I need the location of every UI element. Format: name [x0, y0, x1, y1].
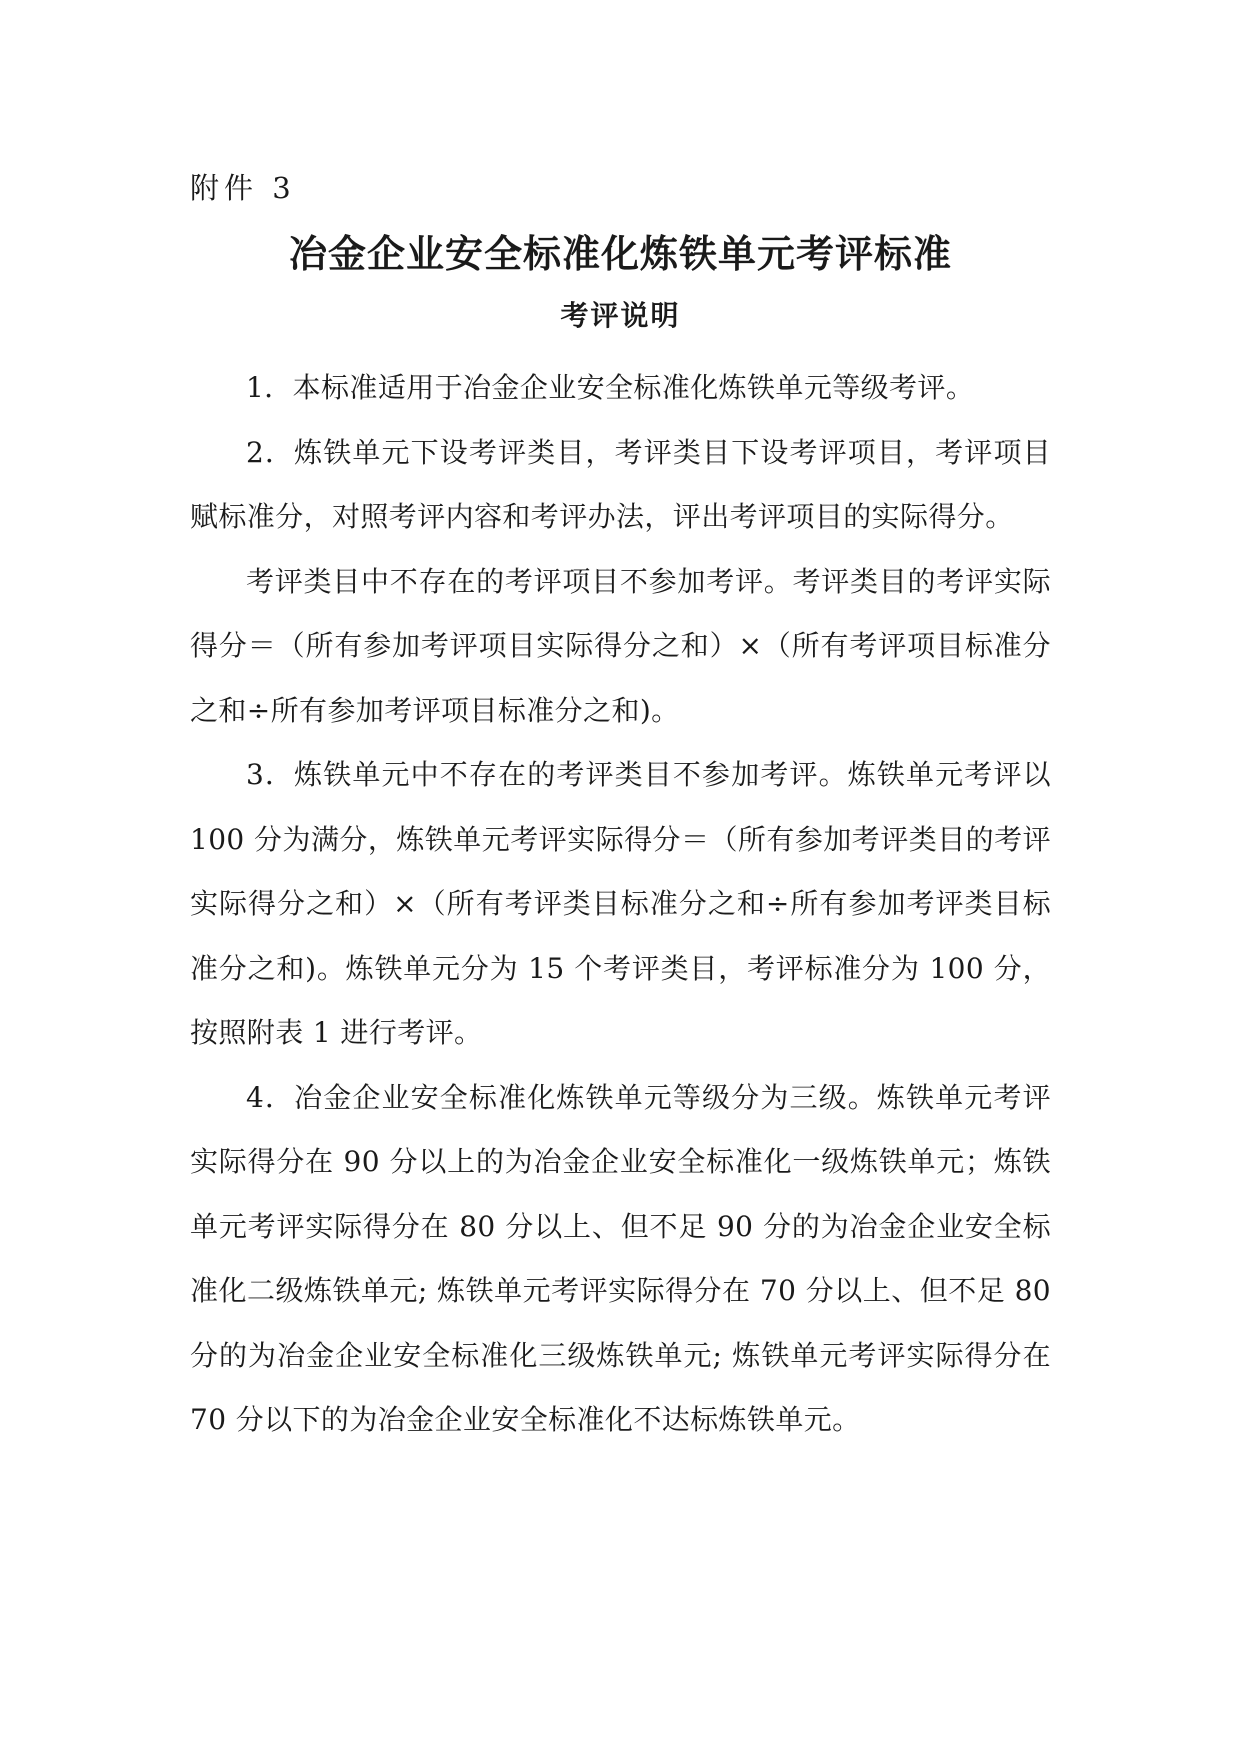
paragraph-2: 2．炼铁单元下设考评类目，考评类目下设考评项目，考评项目赋标准分，对照考评内容和考评办法，评出考评项目的实际得分。 — [190, 435, 1051, 533]
paragraph-5: 4．冶金企业安全标准化炼铁单元等级分为三级。炼铁单元考评实际得分在 90 分以上的为冶金企业安全标准化一级炼铁单元；炼铁单元考评实际得分在 80 分以上、但不足 90 分的为冶金企业安全标准化二级炼铁单元; 炼铁单元考评实际得分在 70 分以上、但不足 80 分的为冶金企业安全标准化三级炼铁单元; 炼铁单元考评实际得分在 70 分以下的为冶金企业安全标准化不达标炼铁单元。 — [190, 1080, 1051, 1436]
paragraph-4: 3．炼铁单元中不存在的考评类目不参加考评。炼铁单元考评以 100 分为满分，炼铁单元考评实际得分＝（所有参加考评类目的考评实际得分之和）×（所有考评类目标准分之和÷所有参加考评类目标准分之和)。炼铁单元分为 15 个考评类目，考评标准分为 100 分，按照附表 1 进行考评。 — [190, 758, 1051, 1049]
section-heading: 考评说明 — [560, 299, 681, 332]
attachment-label: 附件 3 — [190, 171, 296, 205]
paragraph-3: 考评类目中不存在的考评项目不参加考评。考评类目的考评实际得分＝（所有参加考评项目实际得分之和）×（所有考评项目标准分之和÷所有参加考评项目标准分之和)。 — [190, 564, 1051, 727]
paragraph-1: 1．本标准适用于冶金企业安全标准化炼铁单元等级考评。 — [246, 371, 975, 404]
document-body — [190, 356, 1051, 1453]
document-title: 冶金企业安全标准化炼铁单元考评标准 — [288, 232, 952, 276]
